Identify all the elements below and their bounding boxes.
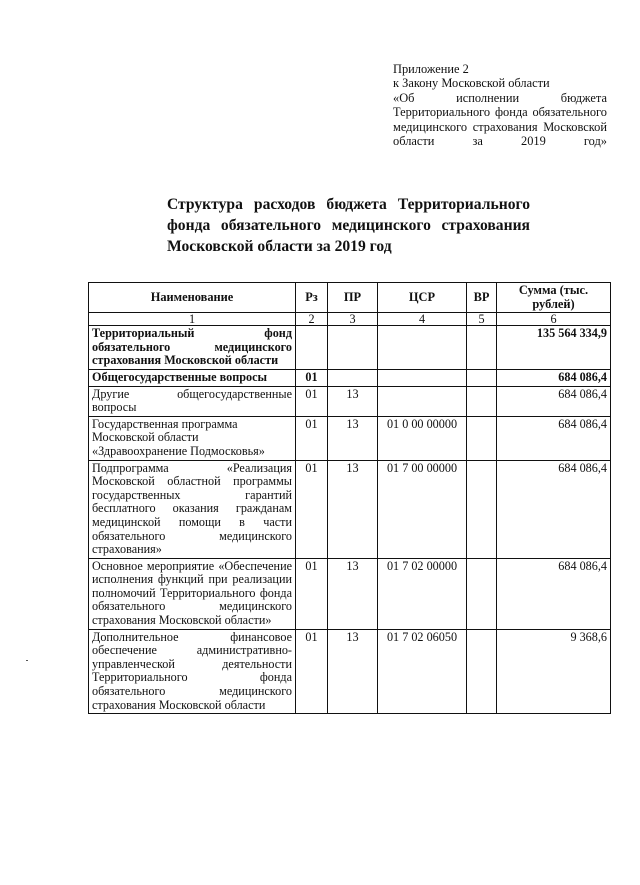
column-number-row bbox=[89, 313, 611, 326]
row-sum: 684 086,4 bbox=[497, 460, 611, 558]
table-row bbox=[89, 629, 611, 714]
header-csr: ЦСР bbox=[378, 283, 467, 313]
title-line: фонда обязательного медицинского страхования bbox=[167, 217, 530, 234]
row-csr: 01 0 00 00000 bbox=[378, 416, 467, 460]
column-number: 1 bbox=[89, 313, 296, 326]
table-row bbox=[89, 558, 611, 629]
row-pr: 13 bbox=[328, 386, 378, 416]
row-vr bbox=[467, 386, 497, 416]
row-rz: 01 bbox=[296, 369, 328, 386]
title-line: Московской области за 2019 год bbox=[167, 238, 392, 255]
title-line: Структура расходов бюджета Территориального bbox=[167, 196, 530, 213]
appendix-line: «Об исполнении бюджета Территориального фонда обязательного медицинского страхования Московской области за 2019 год» bbox=[393, 90, 607, 149]
row-pr bbox=[328, 326, 378, 370]
row-name: Общегосударственные вопросы bbox=[89, 369, 296, 386]
table-row bbox=[89, 386, 611, 416]
appendix-note bbox=[393, 62, 607, 148]
row-vr bbox=[467, 629, 497, 714]
header-name: Наименование bbox=[89, 283, 296, 313]
header-rz: Рз bbox=[296, 283, 328, 313]
table-row bbox=[89, 369, 611, 386]
row-csr bbox=[378, 369, 467, 386]
row-rz: 01 bbox=[296, 386, 328, 416]
budget-table bbox=[88, 282, 611, 714]
row-csr bbox=[378, 326, 467, 370]
row-name: Подпрограмма «Реализация Московской областной программы государственных гарантий бесплатного оказания гражданам медицинской помощи в части обязательного медицинского страхования» bbox=[89, 460, 296, 558]
appendix-line: к Закону Московской области bbox=[393, 76, 550, 91]
row-pr: 13 bbox=[328, 416, 378, 460]
column-number: 3 bbox=[328, 313, 378, 326]
row-rz: 01 bbox=[296, 558, 328, 629]
row-pr bbox=[328, 369, 378, 386]
row-pr: 13 bbox=[328, 629, 378, 714]
row-csr: 01 7 00 00000 bbox=[378, 460, 467, 558]
row-sum: 684 086,4 bbox=[497, 416, 611, 460]
row-name: Основное мероприятие «Обеспечение исполнения функций при реализации полномочий Территориального фонда обязательного медицинского страхования Московской области» bbox=[89, 558, 296, 629]
row-name: Другие общегосударственные вопросы bbox=[89, 386, 296, 416]
row-csr: 01 7 02 06050 bbox=[378, 629, 467, 714]
table-header-row bbox=[89, 283, 611, 313]
header-vr: ВР bbox=[467, 283, 497, 313]
row-pr: 13 bbox=[328, 558, 378, 629]
row-name: Дополнительное финансовое обеспечение административно-управленческой деятельности Территориального фонда обязательного медицинского страхования Московской области bbox=[89, 629, 296, 714]
row-sum: 684 086,4 bbox=[497, 558, 611, 629]
row-sum: 135 564 334,9 bbox=[497, 326, 611, 370]
header-sum: Сумма (тыс. рублей) bbox=[497, 283, 611, 313]
appendix-line: Приложение 2 bbox=[393, 62, 469, 76]
row-csr: 01 7 02 00000 bbox=[378, 558, 467, 629]
scan-speck bbox=[26, 660, 28, 661]
row-sum: 9 368,6 bbox=[497, 629, 611, 714]
column-number: 6 bbox=[497, 313, 611, 326]
table-row bbox=[89, 460, 611, 558]
row-vr bbox=[467, 558, 497, 629]
column-number: 2 bbox=[296, 313, 328, 326]
header-pr: ПР bbox=[328, 283, 378, 313]
row-vr bbox=[467, 326, 497, 370]
row-vr bbox=[467, 369, 497, 386]
column-number: 4 bbox=[378, 313, 467, 326]
table-row bbox=[89, 416, 611, 460]
row-rz: 01 bbox=[296, 629, 328, 714]
row-pr: 13 bbox=[328, 460, 378, 558]
document-title bbox=[167, 194, 530, 257]
row-csr bbox=[378, 386, 467, 416]
row-sum: 684 086,4 bbox=[497, 386, 611, 416]
row-rz bbox=[296, 326, 328, 370]
row-name: Государственная программа Московской области «Здравоохранение Подмосковья» bbox=[89, 416, 296, 460]
column-number: 5 bbox=[467, 313, 497, 326]
row-rz: 01 bbox=[296, 460, 328, 558]
row-name: Территориальный фонд обязательного медицинского страхования Московской области bbox=[89, 326, 296, 370]
table-row bbox=[89, 326, 611, 370]
row-vr bbox=[467, 416, 497, 460]
row-rz: 01 bbox=[296, 416, 328, 460]
row-sum: 684 086,4 bbox=[497, 369, 611, 386]
row-vr bbox=[467, 460, 497, 558]
